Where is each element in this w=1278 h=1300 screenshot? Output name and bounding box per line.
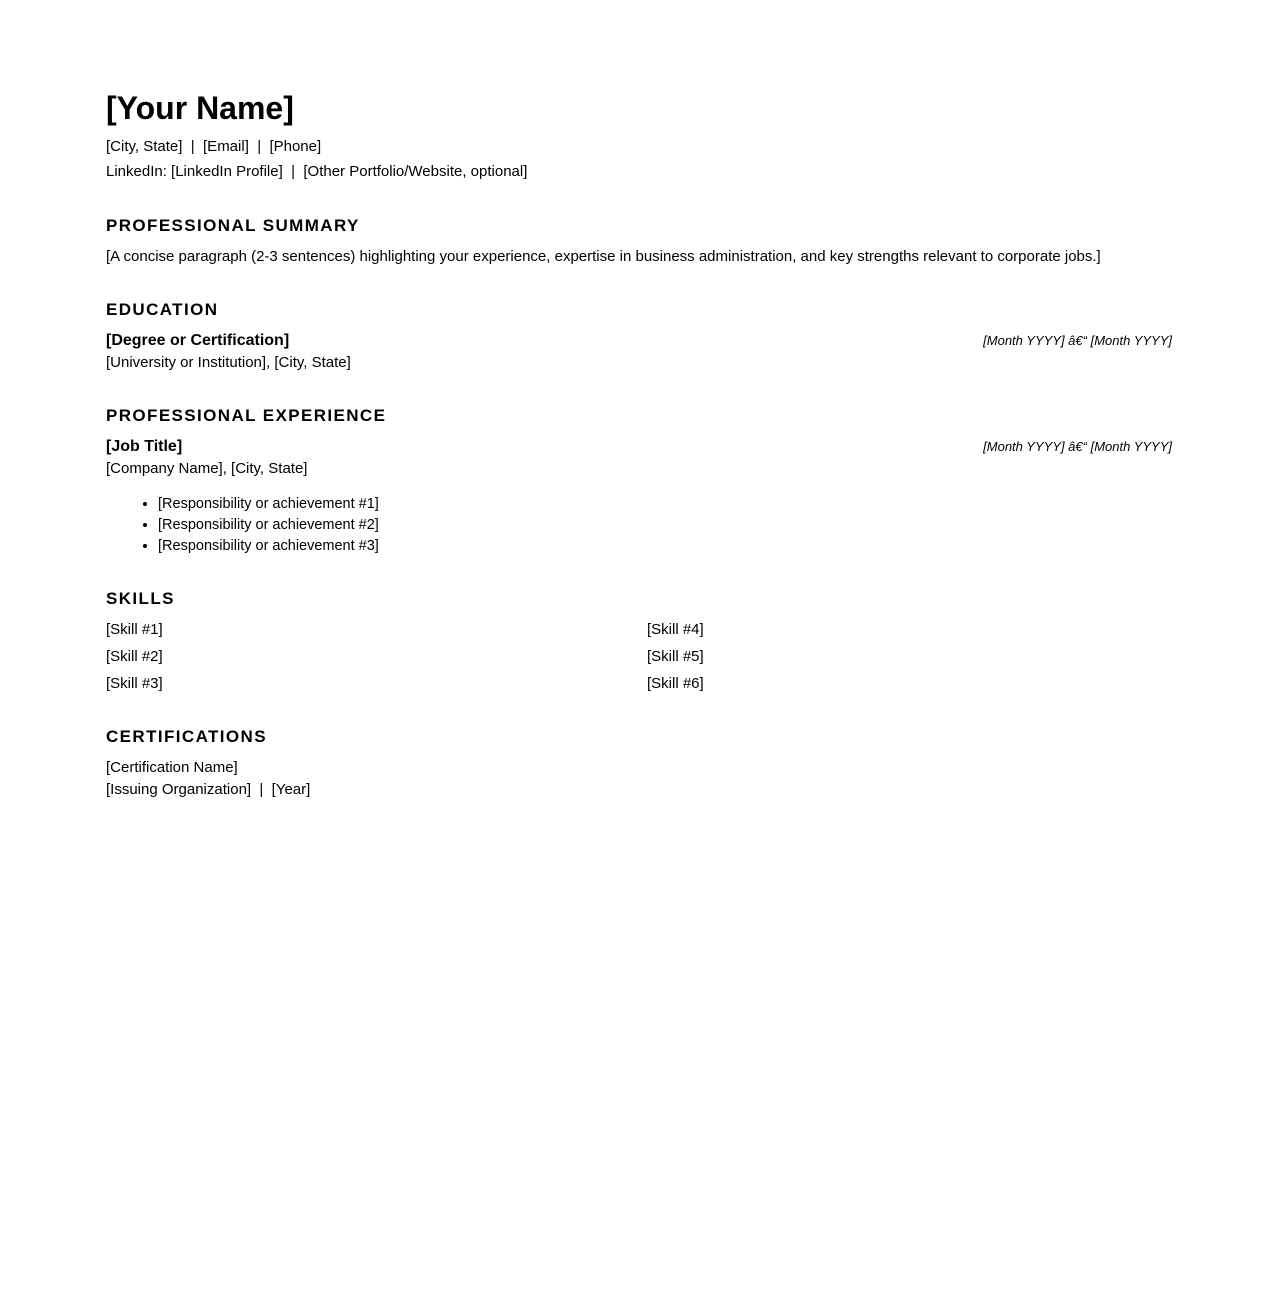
separator: | <box>257 138 262 155</box>
section-heading: SKILLS <box>106 589 175 608</box>
contact-line <box>106 134 1172 159</box>
job-title: [Job Title] <box>106 438 183 455</box>
degree: [Degree or Certification] <box>106 332 290 349</box>
list-item: • [Responsibility or achievement #2] <box>158 515 1172 536</box>
city-state: [City, State] <box>106 138 183 155</box>
experience-section <box>106 404 1172 557</box>
skill: [Skill #5] <box>647 648 704 665</box>
education-section <box>106 298 1172 374</box>
certification-details <box>106 779 1172 801</box>
education-dates: [Month YYYY] â€“ [Month YYYY] <box>983 333 1172 348</box>
resume-name: [Your Name] <box>106 90 294 126</box>
links-line <box>106 159 1172 184</box>
company: [Company Name], [City, State] <box>106 460 308 477</box>
list-item: • [Responsibility or achievement #3] <box>158 536 1172 557</box>
portfolio: [Other Portfolio/Website, optional] <box>303 163 528 180</box>
email: [Email] <box>203 138 249 155</box>
institution: [University or Institution], [City, State] <box>106 354 351 371</box>
certification-name: [Certification Name] <box>106 759 238 776</box>
section-heading: EDUCATION <box>106 300 219 319</box>
year: [Year] <box>271 781 311 798</box>
section-heading: PROFESSIONAL EXPERIENCE <box>106 406 387 425</box>
linkedin: LinkedIn: [LinkedIn Profile] <box>106 163 283 180</box>
skills-section <box>106 587 1172 695</box>
skill: [Skill #1] <box>106 621 163 638</box>
experience-dates: [Month YYYY] â€“ [Month YYYY] <box>983 439 1172 454</box>
skill: [Skill #6] <box>647 675 704 692</box>
skill: [Skill #2] <box>106 648 163 665</box>
section-heading: PROFESSIONAL SUMMARY <box>106 216 360 235</box>
resume <box>106 86 1172 801</box>
skill: [Skill #4] <box>647 621 704 638</box>
organization: [Issuing Organization] <box>106 781 252 798</box>
skill: [Skill #3] <box>106 675 163 692</box>
list-item: • [Responsibility or achievement #1] <box>158 494 1172 515</box>
summary-section <box>106 214 1172 268</box>
section-heading: CERTIFICATIONS <box>106 727 267 746</box>
separator: | <box>190 138 195 155</box>
phone: [Phone] <box>269 138 322 155</box>
certifications-section <box>106 725 1172 801</box>
summary-text: [A concise paragraph (2-3 sentences) highlighting your experience, expertise in business administration, and key strengths relevant to corporate jobs.] <box>106 248 1101 265</box>
separator: | <box>291 163 296 180</box>
responsibility-list <box>106 494 1172 557</box>
separator: | <box>259 781 264 798</box>
